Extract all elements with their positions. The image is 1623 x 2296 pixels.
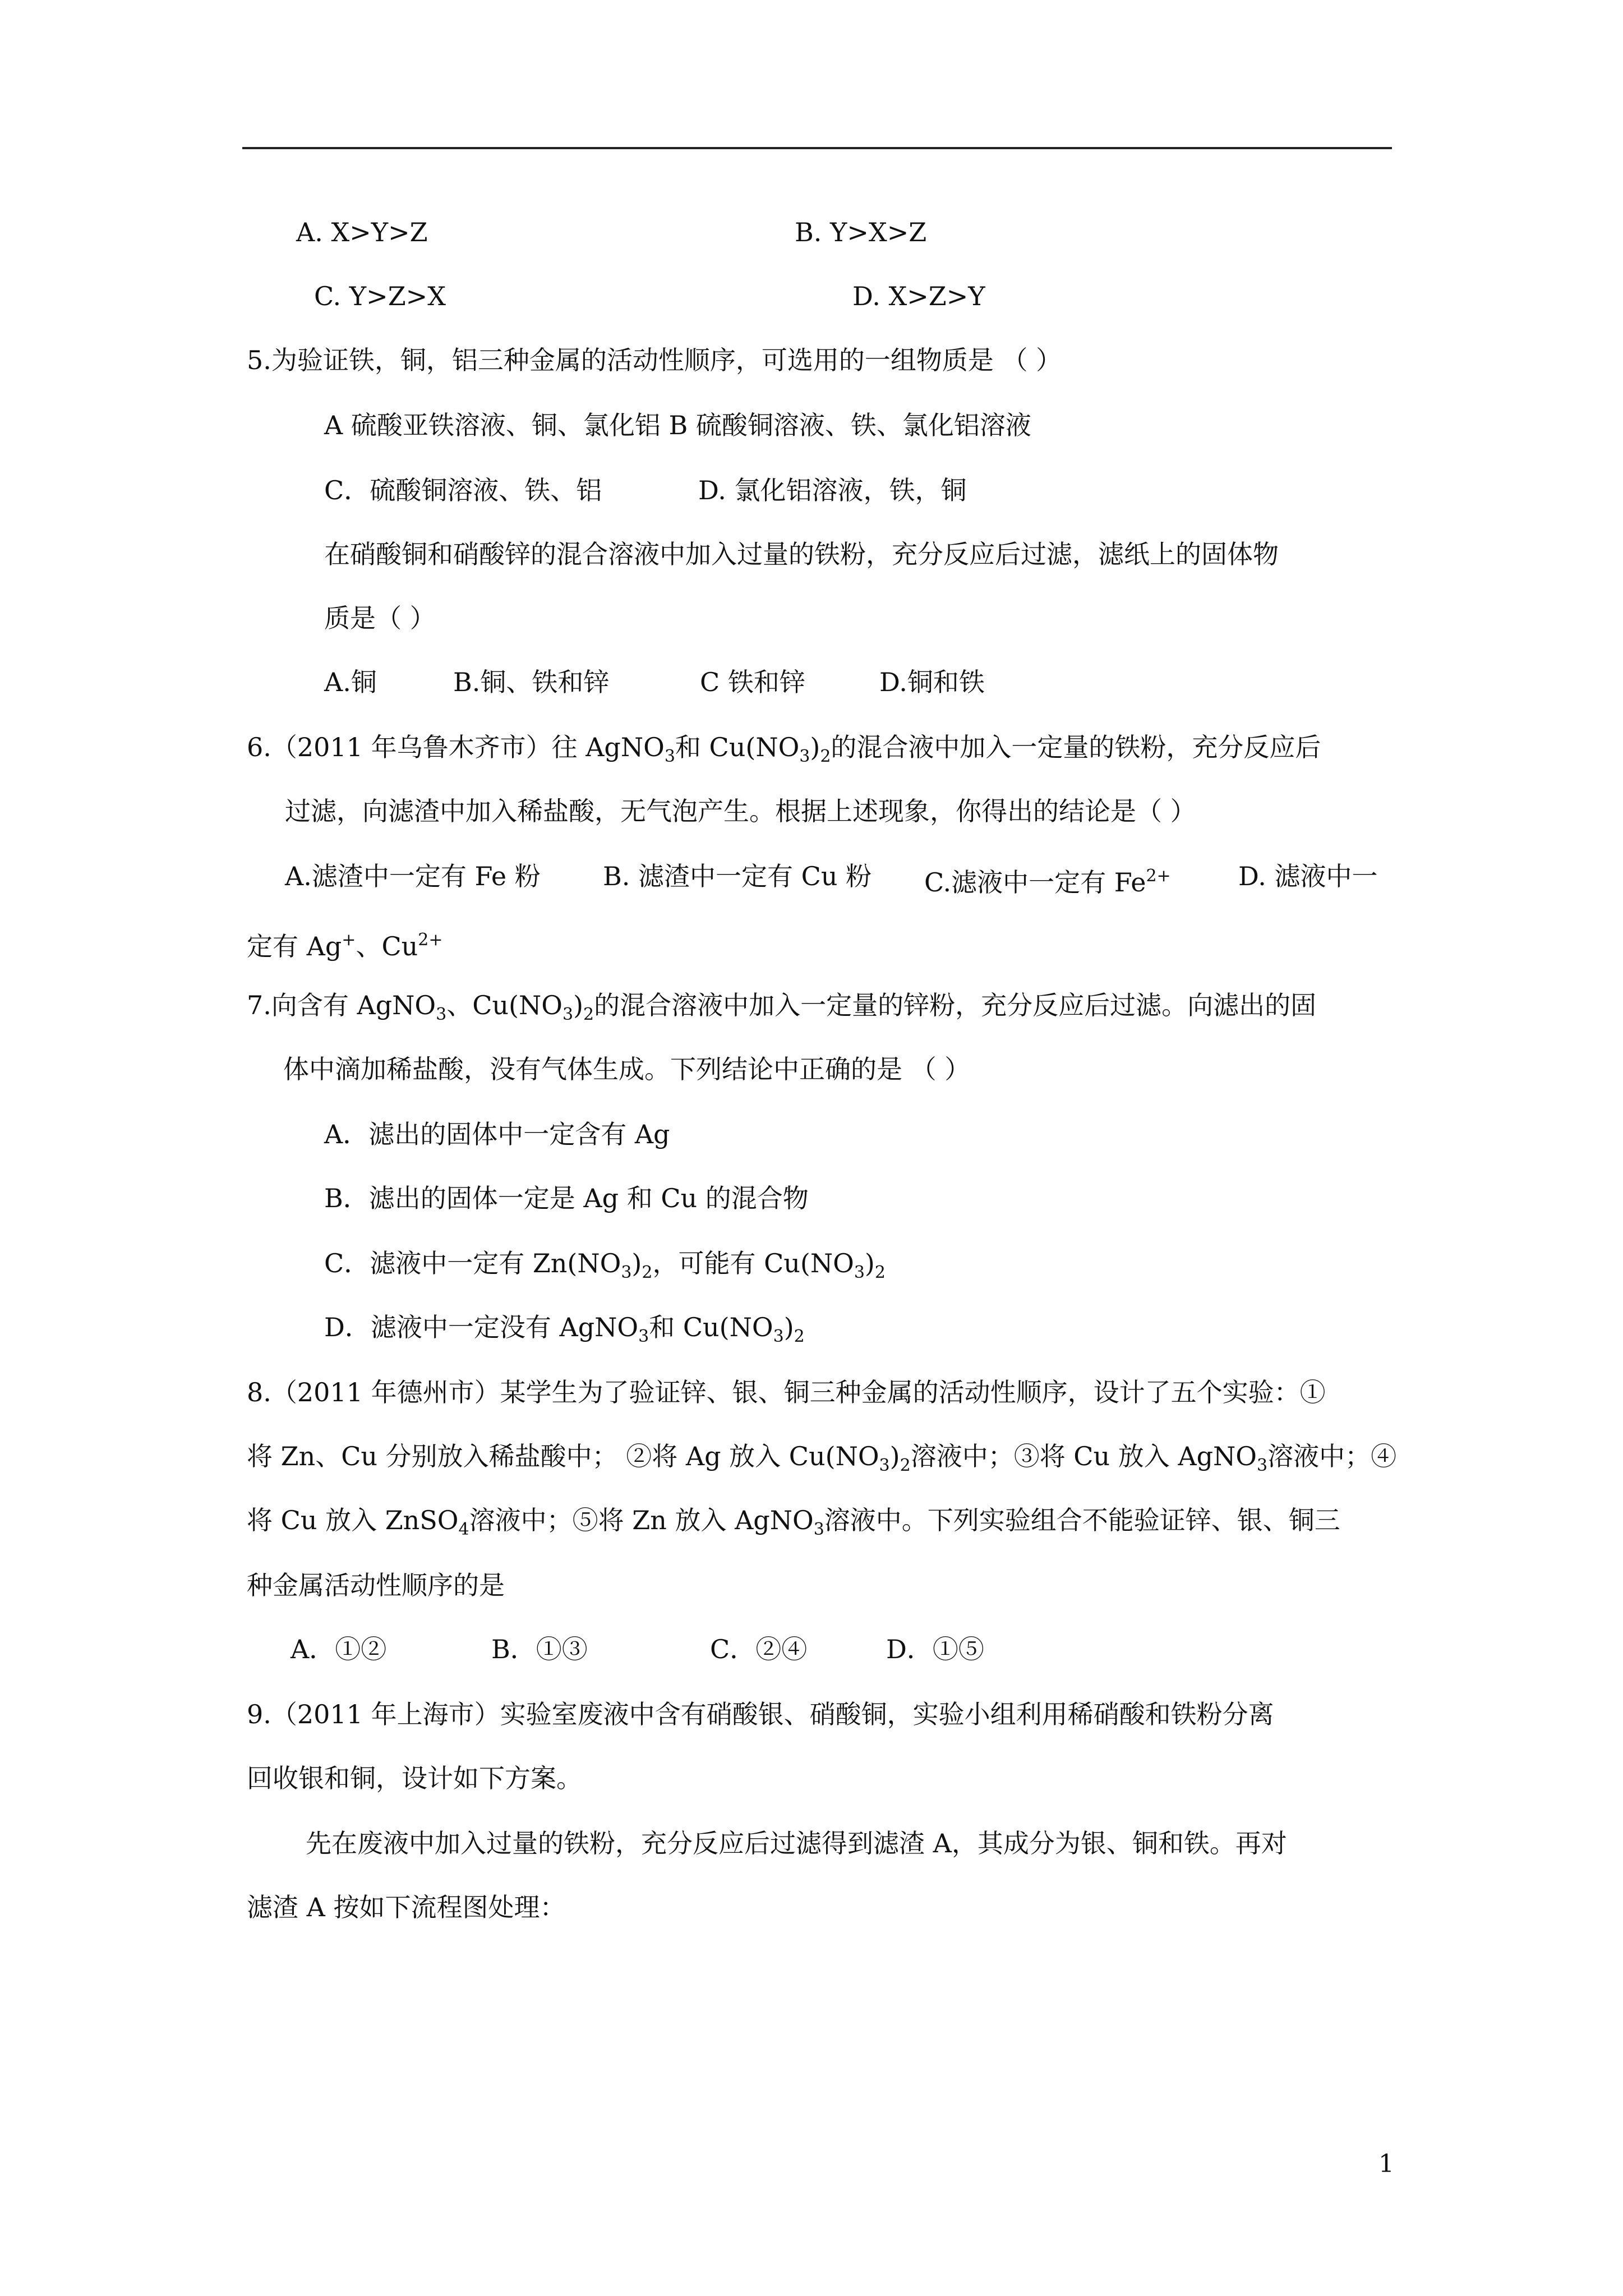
q5b-option-a: A.铜 (324, 667, 377, 697)
q8-line-2: 将 Zn、Cu 分别放入稀盐酸中； ②将 Ag 放入 $Cu(NO_3)_2$溶液中；③将 Cu 放入 AgNO$_3$溶液中；④ (247, 1441, 1397, 1475)
q6-line-1: 6.（2011 年乌鲁木齐市）往 AgNO$_3$和 $Cu(NO_3)_2$的混合液中加入一定量的铁粉，充分反应后 (247, 732, 1321, 766)
q4-option-a: A. X>Y>Z (296, 217, 428, 247)
q9-paragraph-line-1: 先在废液中加入过量的铁粉，充分反应后过滤得到滤渣 A，其成分为银、铜和铁。再对 (306, 1828, 1287, 1858)
q8-option-d: D．①⑤ (886, 1634, 984, 1664)
q6-option-c: C.滤液中一定有 $Fe^{2+}$ (924, 866, 1171, 898)
q4-option-c: C. Y>Z>X (314, 281, 446, 311)
q5-option-c: C．硫酸铜溶液、铁、铝 (324, 475, 602, 505)
q8-line-4: 种金属活动性顺序的是 (247, 1570, 505, 1600)
q6-line-4: 定有 Ag+、$Cu^{2+}$ (247, 930, 443, 961)
q5-stem: 5.为验证铁，铜，铝三种金属的活动性顺序，可选用的一组物质是 （ ） (247, 345, 1062, 375)
q6-option-a: A.滤渣中一定有 Fe 粉 (285, 861, 541, 891)
q9-line-2: 回收银和铜，设计如下方案。 (247, 1763, 582, 1793)
q8-line-1: 8.（2011 年德州市）某学生为了验证锌、银、铜三种金属的活动性顺序，设计了五个实验：① (247, 1377, 1326, 1407)
q5b-line-1: 在硝酸铜和硝酸锌的混合溶液中加入过量的铁粉，充分反应后过滤，滤纸上的固体物 (324, 539, 1279, 569)
q5b-option-b: B.铜、铁和锌 (453, 667, 610, 697)
q7-option-c: C．滤液中一定有 $Zn(NO_3)_2$，可能有 $Cu(NO_3)_2$ (324, 1248, 886, 1282)
q4-option-b: B. Y>X>Z (795, 217, 927, 247)
q8-option-a: A．①② (291, 1634, 387, 1664)
q8-option-c: C．②④ (710, 1634, 808, 1664)
q5-option-ab: A 硫酸亚铁溶液、铜、氯化铝 B 硫酸铜溶液、铁、氯化铝溶液 (324, 410, 1031, 440)
q7-line-2: 体中滴加稀盐酸，没有气体生成。下列结论中正确的是 （ ） (283, 1054, 971, 1084)
q8-option-b: B．①③ (491, 1634, 588, 1664)
page-number: 1 (1378, 2150, 1394, 2178)
q7-option-d: D．滤液中一定没有 AgNO$_3$和 $Cu(NO_3)_2$ (324, 1312, 805, 1346)
q6-option-b: B. 滤渣中一定有 Cu 粉 (603, 861, 872, 891)
q7-option-a: A．滤出的固体中一定含有 Ag (324, 1119, 670, 1149)
q6-option-d: D. 滤液中一 (1238, 861, 1378, 891)
q7-line-1: 7.向含有 AgNO$_3$、$Cu(NO_3)_2$的混合溶液中加入一定量的锌粉，充分反应后过滤。向滤出的固 (247, 990, 1317, 1024)
q9-paragraph-line-2: 滤渣 A 按如下流程图处理： (247, 1892, 566, 1922)
header-rule (242, 147, 1392, 149)
q4-option-d: D. X>Z>Y (852, 281, 985, 311)
q8-line-3: 将 Cu 放入 ZnSO$_4$溶液中；⑤将 Zn 放入 AgNO$_3$溶液中。下列实验组合不能验证锌、银、铜三 (247, 1505, 1340, 1539)
q5b-option-c: C 铁和锌 (700, 667, 805, 697)
q7-option-b: B．滤出的固体一定是 Ag 和 Cu 的混合物 (324, 1183, 809, 1213)
q9-line-1: 9.（2011 年上海市）实验室废液中含有硝酸银、硝酸铜，实验小组利用稀硝酸和铁粉分离 (247, 1699, 1274, 1729)
q5b-line-2: 质是（ ） (324, 603, 436, 633)
q6-line-2: 过滤，向滤渣中加入稀盐酸，无气泡产生。根据上述现象，你得出的结论是（ ） (285, 796, 1196, 826)
q5-option-d: D. 氯化铝溶液，铁，铜 (698, 475, 967, 505)
q5b-option-d: D.铜和铁 (879, 667, 985, 697)
